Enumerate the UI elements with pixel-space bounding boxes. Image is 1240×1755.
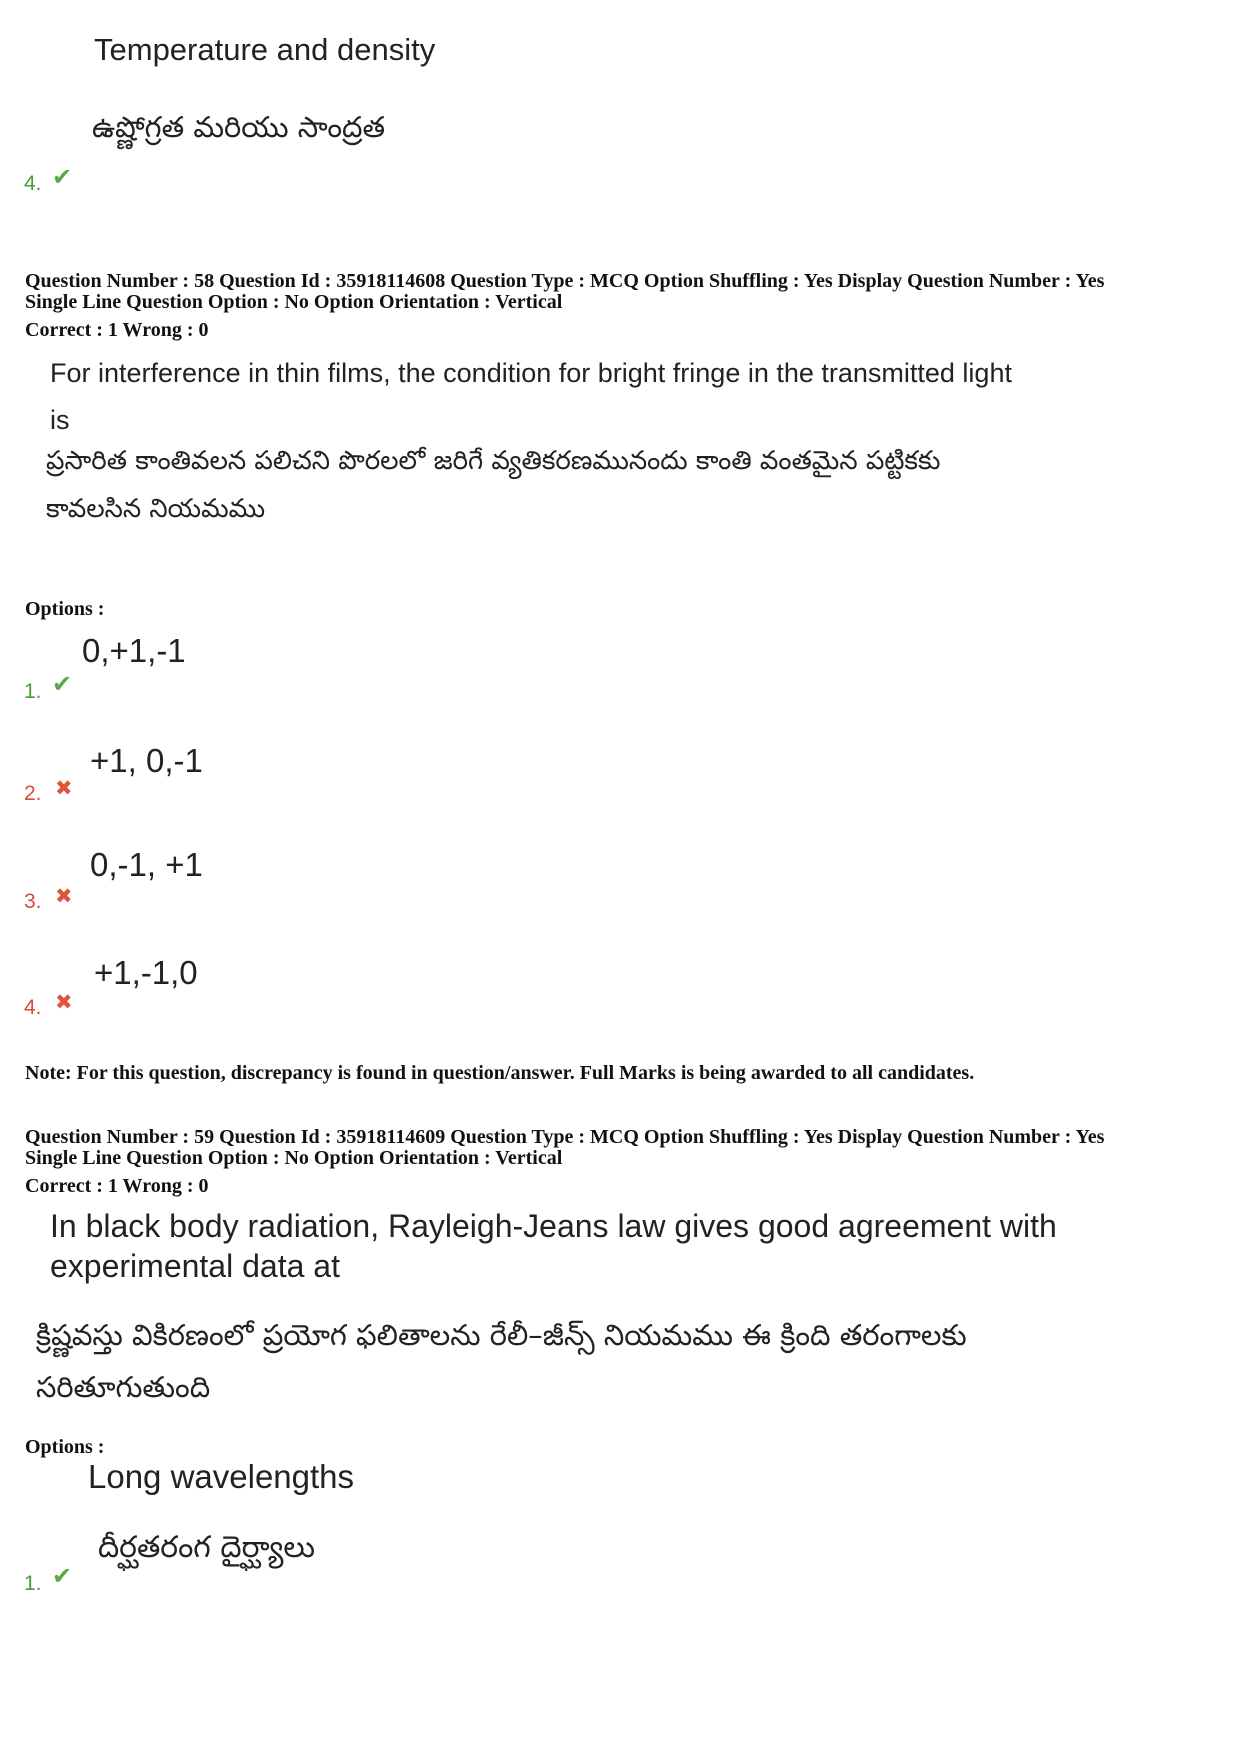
q59-option-1-text-en: Long wavelengths xyxy=(88,1458,355,1495)
cross-icon: ✖ xyxy=(55,884,73,908)
q58-option-4-number: 4. xyxy=(24,996,42,1019)
q58-note: Note: For this question, discrepancy is found in question/answer. Full Marks is being awarded to all candidates. xyxy=(25,1062,975,1084)
q59-option-1-number: 1. xyxy=(24,1572,42,1595)
q59-question-te-2: సరితూగుతుంది xyxy=(36,1370,211,1404)
q59-question-te-1: క్రిష్ణవస్తు వికిరణంలో ప్రయోగ ఫలితాలను రేలీ–జీన్స్ నియమము ఈ క్రింది తరంగాలకు xyxy=(36,1318,967,1352)
q58-option-2-text: +1, 0,-1 xyxy=(90,742,203,779)
q58-meta-line2: Single Line Question Option : No Option Orientation : Vertical xyxy=(25,291,563,313)
cross-icon: ✖ xyxy=(55,990,73,1014)
cross-icon: ✖ xyxy=(55,776,73,800)
q58-option-3-number: 3. xyxy=(24,890,42,913)
q59-question-en-2: experimental data at xyxy=(50,1248,340,1284)
q59-meta-line1: Question Number : 59 Question Id : 35918114609 Question Type : MCQ Option Shuffling : Yes Display Question Number : Yes xyxy=(25,1126,1105,1148)
q59-meta-line2: Single Line Question Option : No Option Orientation : Vertical xyxy=(25,1147,563,1169)
q58-meta-line1: Question Number : 58 Question Id : 35918114608 Question Type : MCQ Option Shuffling : Yes Display Question Number : Yes xyxy=(25,270,1105,292)
q58-marks: Correct : 1 Wrong : 0 xyxy=(25,319,209,341)
q58-option-3-text: 0,-1, +1 xyxy=(90,846,203,883)
q58-question-en-2: is xyxy=(50,405,70,435)
q58-options-label: Options : xyxy=(25,598,105,620)
q58-option-4-text: +1,-1,0 xyxy=(94,954,198,991)
q59-options-label: Options : xyxy=(25,1436,105,1458)
q59-option-1-text-te: దీర్ఘతరంగ దైర్ఘ్యాలు xyxy=(98,1530,316,1565)
q58-option-1-text: 0,+1,-1 xyxy=(82,632,186,669)
prev-option-text-en: Temperature and density xyxy=(94,32,436,67)
check-icon: ✔ xyxy=(52,670,73,698)
prev-option-number: 4. xyxy=(24,172,42,195)
check-icon: ✔ xyxy=(52,163,73,191)
q58-option-1-number: 1. xyxy=(24,680,42,703)
q59-marks: Correct : 1 Wrong : 0 xyxy=(25,1175,209,1197)
q59-question-en-1: In black body radiation, Rayleigh-Jeans law gives good agreement with xyxy=(50,1208,1057,1244)
prev-option-text-te: ఉష్ణోగ్రత మరియు సాంద్రత xyxy=(92,110,386,144)
check-icon: ✔ xyxy=(52,1562,73,1590)
q58-question-en-1: For interference in thin films, the condition for bright fringe in the transmitted light xyxy=(50,358,1012,388)
q58-question-te-2: కావలసిన నియమము xyxy=(46,494,266,524)
q58-question-te-1: ప్రసారిత కాంతివలన పలిచని పొరలలో జరిగే వ్యతికరణమునందు కాంతి వంతమైన పట్టికకు xyxy=(46,446,941,476)
q58-option-2-number: 2. xyxy=(24,782,42,805)
